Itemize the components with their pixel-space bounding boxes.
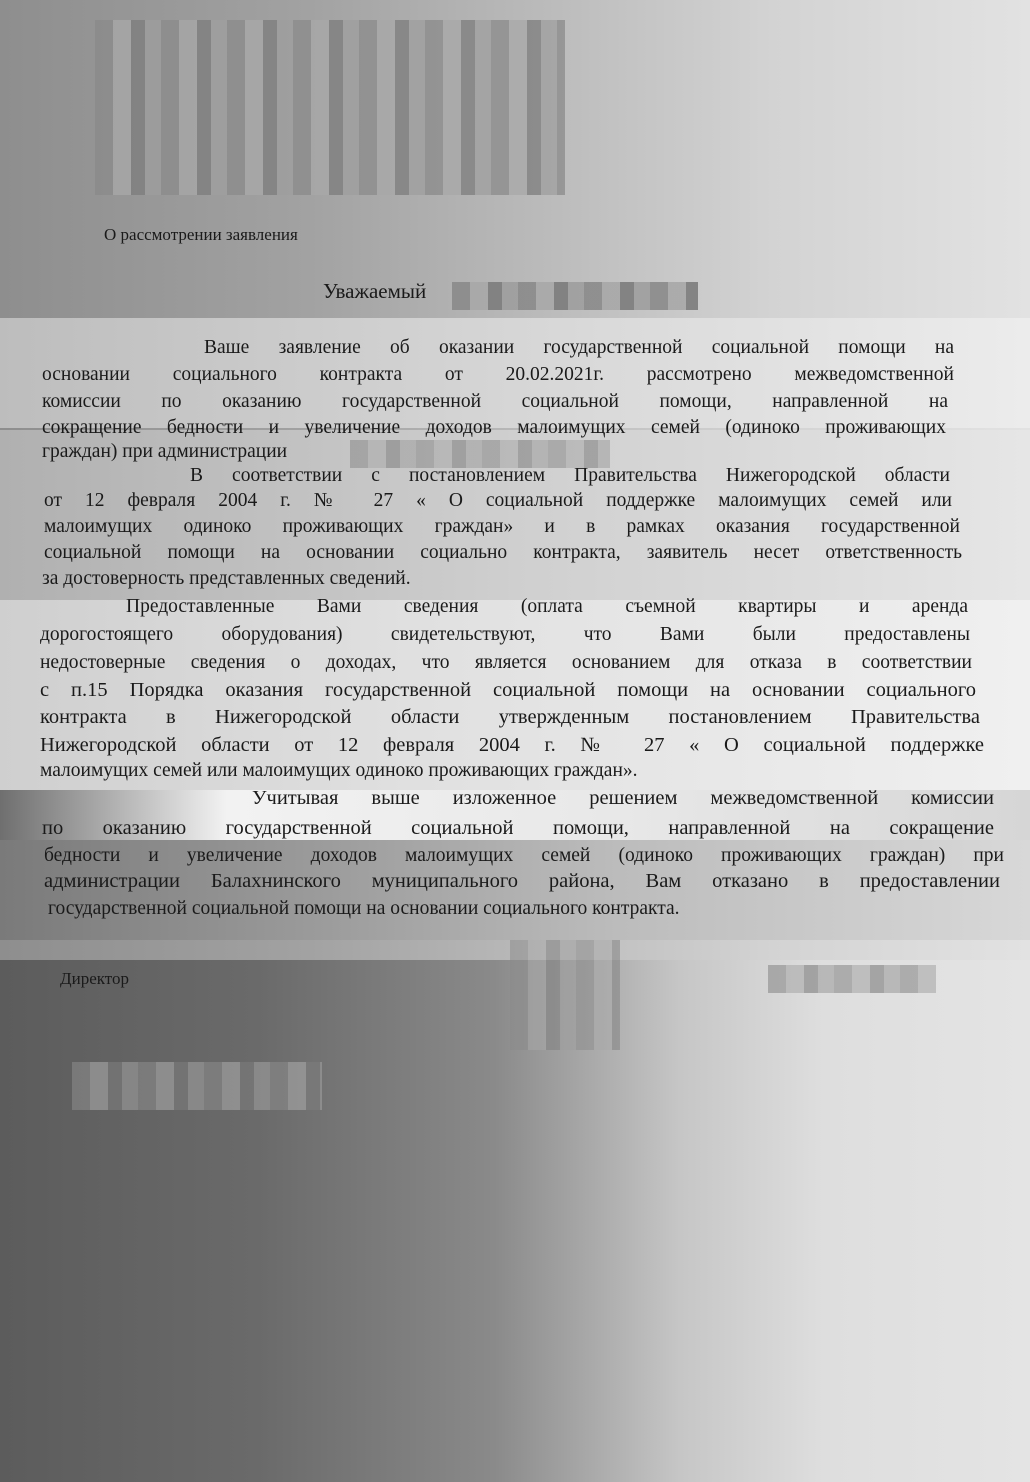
text-line: государственной социальной помощи на основании социального контракта.: [48, 898, 680, 919]
text-line: социальной помощи на основании социально контракта, заявитель несет ответственность: [44, 542, 962, 563]
text-line: по оказанию государственной социальной помощи, направленной на сокращение: [42, 817, 994, 839]
text-line: администрации Балахнинского муниципального района, Вам отказано в предоставлении: [44, 870, 1000, 892]
text-line: бедности и увеличение доходов малоимущих семей (одиноко проживающих граждан) при: [44, 845, 1004, 866]
signature-title: Директор: [60, 969, 129, 988]
text-line: малоимущих семей или малоимущих одиноко проживающих граждан».: [40, 760, 638, 781]
redacted-signature: [510, 940, 620, 1050]
text-line: от 12 февраля 2004 г. № 27 « О социальной поддержке малоимущих семей или: [44, 490, 952, 511]
document-subject: О рассмотрении заявления: [104, 225, 298, 244]
text-line: малоимущих одиноко проживающих граждан» и в рамках оказания государственной: [44, 516, 960, 537]
text-line: с п.15 Порядка оказания государственной социальной помощи на основании социального: [40, 679, 976, 701]
text-line: граждан) при администрации: [42, 441, 288, 462]
text-line: В соответствии с постановлением Правительства Нижегородской области: [190, 465, 950, 486]
redacted-executor-info: [72, 1062, 322, 1110]
redacted-letterhead: [95, 20, 565, 195]
text-line: сокращение бедности и увеличение доходов малоимущих семей (одиноко проживающих: [42, 417, 946, 438]
text-line: Предоставленные Вами сведения (оплата съемной квартиры и аренда: [126, 596, 968, 617]
text-line: Нижегородской области от 12 февраля 2004 г. № 27 « О социальной поддержке: [40, 734, 984, 756]
text-line: Ваше заявление об оказании государственной социальной помощи на: [204, 337, 954, 358]
text-line: Учитывая выше изложенное решением межведомственной комиссии: [252, 787, 994, 809]
greeting: Уважаемый: [323, 279, 427, 303]
redacted-director-name: [768, 965, 936, 993]
text-line: контракта в Нижегородской области утвержденным постановлением Правительства: [40, 706, 980, 728]
text-line: дорогостоящего оборудования) свидетельствуют, что Вами были предоставлены: [40, 624, 970, 645]
redacted-recipient-name: [452, 282, 698, 310]
text-line: недостоверные сведения о доходах, что является основанием для отказа в соответствии: [40, 652, 972, 673]
text-line: комиссии по оказанию государственной социальной помощи, направленной на: [42, 391, 948, 412]
text-line: основании социального контракта от 20.02.2021г. рассмотрено межведомственной: [42, 364, 954, 385]
text-line: за достоверность представленных сведений.: [42, 568, 411, 589]
